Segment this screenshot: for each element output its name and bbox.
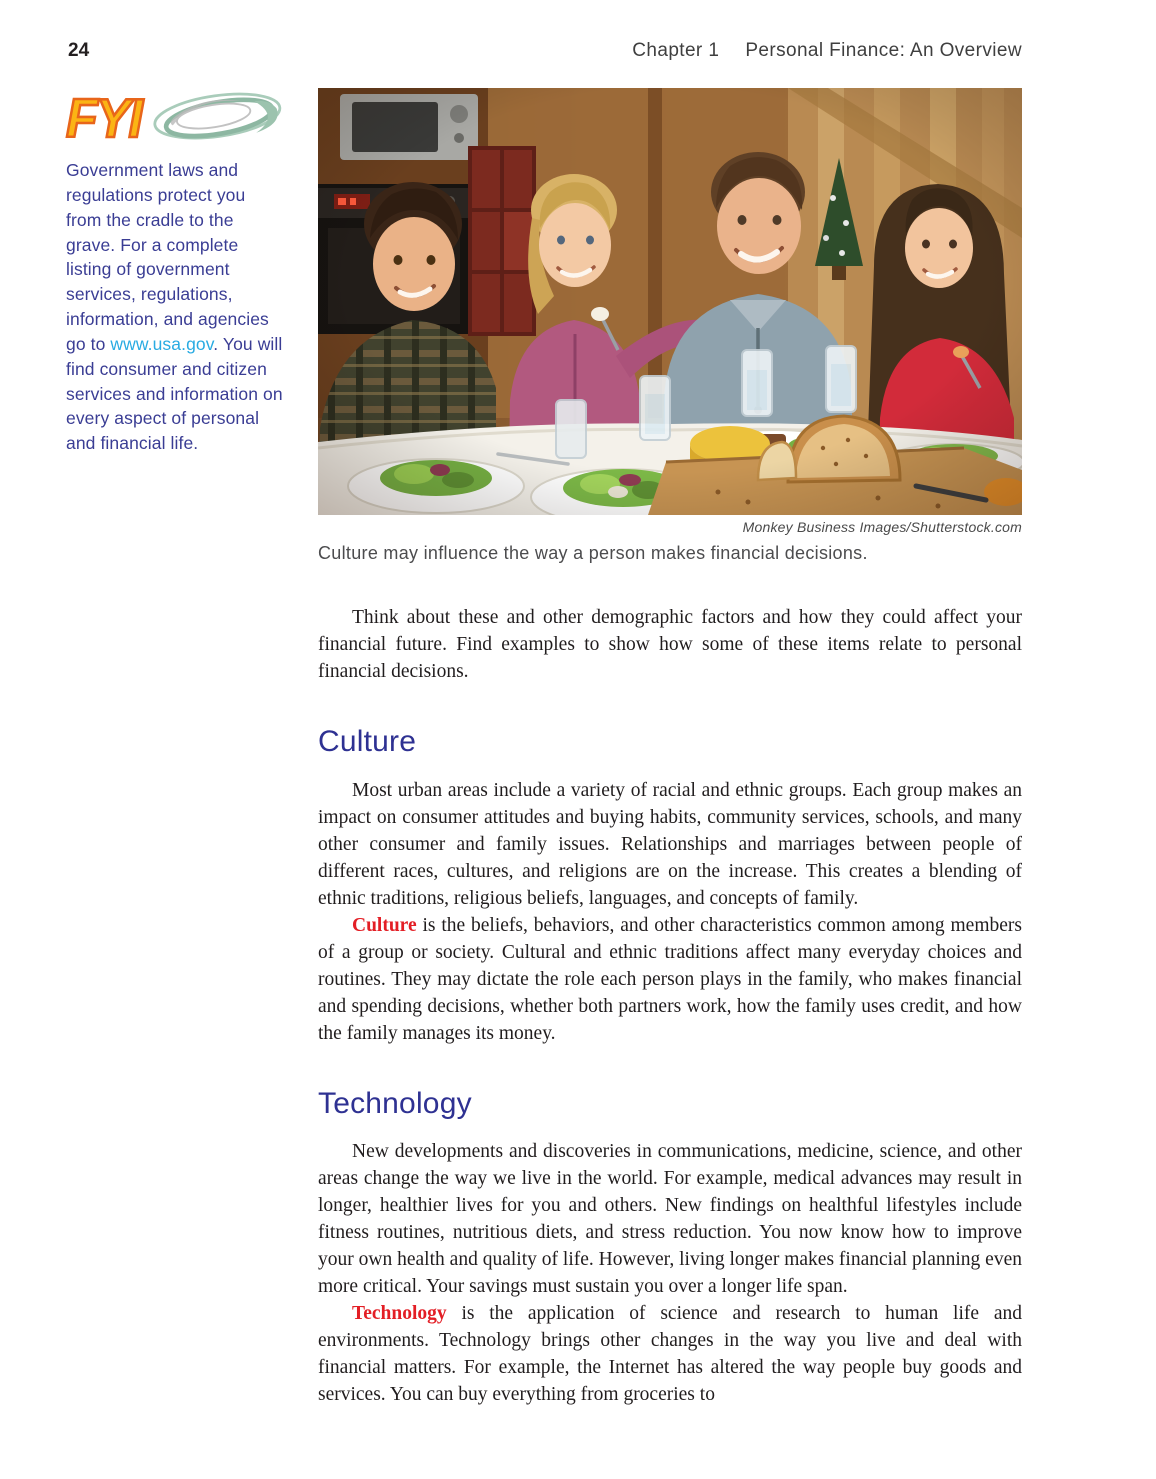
family-dinner-photo (318, 88, 1022, 515)
culture-term: Culture (352, 914, 417, 936)
chapter-label: Chapter 1 (632, 40, 720, 61)
culture-paragraph-1: Most urban areas include a variety of racial and ethnic groups. Each group makes an impact on consumer attitudes and buying habits, community services, schools, and many other consumer and family issues. Relationships and marriages between people of different races, cultures, and religions are on the increase. This creates a blending of ethnic traditions, religious beliefs, languages, and concepts of family. (318, 779, 1022, 909)
fyi-note (66, 158, 284, 456)
technology-term: Technology (352, 1303, 447, 1325)
body-text (318, 604, 1022, 1408)
culture-paragraph-2-text: is the beliefs, behaviors, and other characteristics common among members of a group or society. Cultural and ethnic traditions affect many everyday choices and routines. They may dictate the role each person plays in the family, who makes financial and spending decisions, whether both partners work, how the family uses credit, and how the family manages its money. (318, 914, 1022, 1044)
chapter-title: Personal Finance: An Overview (745, 40, 1022, 61)
technology-paragraph-2 (318, 1300, 1022, 1408)
page-header (68, 40, 1022, 62)
fyi-note-text-pre: Government laws and regulations protect you from the cradle to the grave. For a complete listing of government services, regulations, information, and agencies go to (66, 160, 269, 354)
page-number: 24 (68, 40, 90, 61)
culture-heading: Culture (318, 725, 417, 758)
technology-paragraph-2-text: is the application of science and research to human life and environments. Technology brings other changes in the way you live and deal with financial matters. For example, the Internet has altered the way people buy goods and services. You can buy everything from groceries to (318, 1303, 1022, 1406)
photo-caption: Culture may influence the way a person makes financial decisions. (318, 543, 868, 563)
fyi-logo (66, 88, 284, 150)
culture-paragraph-2 (318, 912, 1022, 1047)
fyi-logo-text: FYI (66, 88, 141, 150)
usa-gov-link[interactable]: www.usa.gov (110, 333, 214, 354)
intro-paragraph: Think about these and other demographic factors and how they could affect your financial future. Find examples to show how some of these items relate to personal financial decisions. (318, 607, 1022, 682)
technology-heading: Technology (318, 1086, 472, 1120)
fyi-sidebar (66, 88, 284, 456)
technology-paragraph-1: New developments and discoveries in communications, medicine, science, and other areas change the way we live in the world. For example, medical advances may result in longer, healthier lives for you and others. New findings on healthful lifestyles include fitness routines, nutritious diets, and stress reduction. You now know how to improve your own health and quality of life. However, living longer makes financial planning even more critical. Your savings must sustain you over a longer life span. (318, 1141, 1022, 1298)
running-head (632, 40, 1022, 62)
fyi-swirl-icon (145, 86, 284, 148)
photo-credit: Monkey Business Images/Shutterstock.com (742, 519, 1022, 535)
main-column (318, 88, 1022, 1408)
fyi-note-text-post: . You will find consumer and citizen services and information on every aspect of personal and financial life. (66, 333, 283, 454)
